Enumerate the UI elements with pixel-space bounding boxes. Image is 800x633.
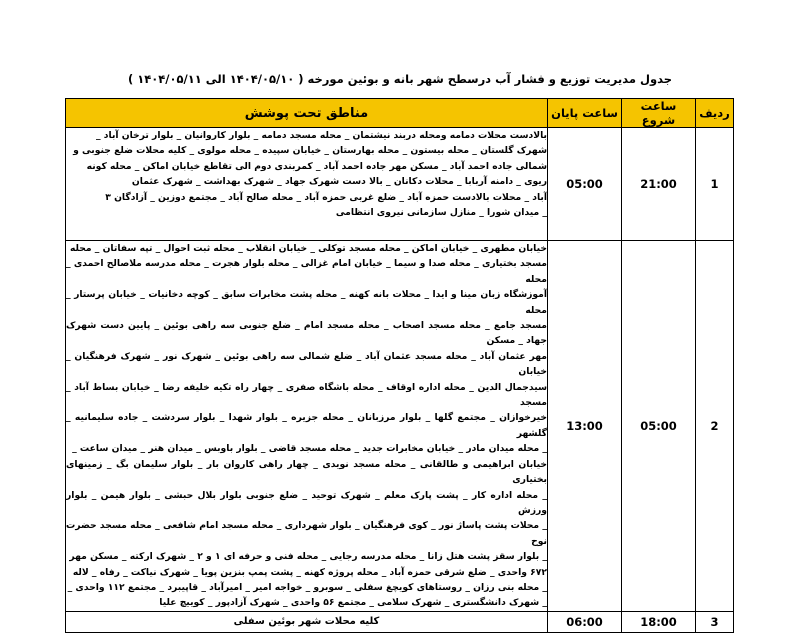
header-row-number: ردیف xyxy=(696,99,734,128)
area-line: ریوی _ دامنه آربابا _ محلات دکانان _ بالا دست شهرک جهاد _ شهرک بهداشت _ شهرک عثمان xyxy=(131,176,547,188)
table-row xyxy=(66,128,734,241)
covered-areas xyxy=(66,128,548,241)
area-line: بالادست محلات دمامه ومحله دربند نیشتمان _ محله مسجد دمامه _ بلوار کاروانیان _ بلوار ترخان آباد _ xyxy=(96,130,547,141)
distribution-schedule-table xyxy=(65,98,734,633)
table-row xyxy=(66,611,734,632)
covered-areas xyxy=(66,611,548,632)
end-time: 05:00 xyxy=(548,128,622,241)
header-covered-areas: مناطق تحت پوشش xyxy=(66,99,548,128)
area-line: خیابان مطهری _ خیابان اماکن _ محله مسجد توکلی _ خیابان انقلاب _ محله ثبت احوال _ تپه سفاتان _ محله xyxy=(69,243,547,254)
area-line: خیرخوازان _ مجتمع گلها _ بلوار مرزبانان _ محله جزیره _ بلوار شهدا _ بلوار سردشت _ جاده سلیمانیه _ گلشهر xyxy=(66,412,547,439)
area-line: ۶۷۲ واحدی _ ضلع شرقی حمزه آباد _ محله پروژه کهنه _ پشت پمپ بنزین پویا _ شهرک نیاکت _ رفاه _ لاله xyxy=(72,566,547,578)
area-line: مسجد بختیاری _ محله صدا و سیما _ خیابان امام غزالی _ محله بلوار هجرت _ محله مدرسه ملاصالح احمدی _ محله xyxy=(66,258,547,285)
covered-areas xyxy=(66,241,548,612)
area-line: آباد _ محلات بالادست حمزه آباد _ ضلع غربی حمزه آباد _ محله صالح آباد _ مجتمع دوزین _ آزادگان ۳ xyxy=(105,191,547,203)
end-time: 06:00 xyxy=(548,611,622,632)
area-line: مهر عثمان آباد _ محله مسجد عثمان آباد _ ضلع شمالی سه راهی بوئین _ شهرک نور _ شهرک فرهنگیان _ خیابان xyxy=(66,350,547,378)
area-line: _ بلوار سقز پشت هتل زانا _ محله مدرسه رجایی _ محله فنی و حرفه ای ۱ و ۲ _ شهرک ارکته _ مسکن مهر xyxy=(69,551,547,563)
area-line: _ محلات پشت پاساژ نور _ کوی فرهنگیان _ بلوار شهرداری _ محله مسجد امام شافعی _ محله مسجد حضرت نوح xyxy=(66,520,547,547)
row-number: 2 xyxy=(696,241,734,612)
row-number: 3 xyxy=(696,611,734,632)
area-line: _ محله میدان مادر _ خیابان مخابرات جدید _ محله مسجد قاضی _ بلوار باوبس _ میدان هنر _ میدان ساعت _ xyxy=(72,443,547,455)
row-number: 1 xyxy=(696,128,734,241)
header-start-time: ساعت شروع xyxy=(622,99,696,128)
area-line: سیدجمال الدین _ محله اداره اوقاف _ محله باشگاه صفری _ چهار راه تکیه خلیفه رضا _ خیابان بساط آباد _ مسجد xyxy=(66,381,547,409)
area-line: آموزشگاه زبان مینا و ایدا _ محلات بانه کهنه _ محله پشت مخابرات سابق _ کوچه دخانیات _ خیابان پرستار _ محله xyxy=(66,289,547,316)
area-line: _ میدان شورا _ منازل سازمانی نیروی انتظامی xyxy=(335,207,547,219)
area-line: خیابان ابراهیمی و طالقانی _ محله مسجد نویدی _ چهار راهی کاروان بار _ بلوار سلیمان بگ _ زمینهای بختیاری xyxy=(66,458,547,486)
page-title: جدول مدیریت توزیع و فشار آب درسطح شهر بانه و بوئین مورخه ( ۱۴۰۴/۰۵/۱۰ الی ۱۴۰۴/۰۵/۱۱ ) xyxy=(127,72,673,86)
area-line: _ محله اداره کار _ پشت پارک معلم _ شهرک توحید _ ضلع جنوبی بلوار بلال حبشی _ بلوار هیمن _ بلوار ورزش xyxy=(66,489,547,516)
start-time: 21:00 xyxy=(622,128,696,241)
table-row xyxy=(66,241,734,612)
area-line: کلیه محلات شهر بوئین سفلی xyxy=(233,616,380,628)
area-line: مسجد جامع _ محله مسجد اصحاب _ محله مسجد امام _ ضلع جنوبی سه راهی بوئین _ پایین دست شهرک جهاد _ مسکن xyxy=(66,320,547,347)
table-header-row xyxy=(66,99,734,128)
area-line: _ شهرک دانشگستری _ شهرک سلامی _ مجتمع ۵۶ واحدی _ شهرک آزادپور _ کوییچ علیا xyxy=(159,597,547,609)
header-end-time: ساعت پایان xyxy=(548,99,622,128)
end-time: 13:00 xyxy=(548,241,622,612)
area-line: شهرک گلستان _ محله بیستون _ محله بهارستان _ خیابان سپیده _ محله مولوی _ کلیه محلات ضلع جنوبی و xyxy=(73,145,547,157)
start-time: 18:00 xyxy=(622,611,696,632)
start-time: 05:00 xyxy=(622,241,696,612)
area-line: _ محله بنی رزان _ روستاهای کویچغ سفلی _ سوبرو _ خواجه امیر _ امیرآباد _ قاپیبرد _ مجتمع ۱۱۲ واحدی _ xyxy=(67,581,547,593)
area-line: شمالی جاده احمد آباد _ مسکن مهر جاده احمد آباد _ کمربندی دوم الی تقاطع خیابان اماکن _ محله کونه xyxy=(86,160,547,172)
